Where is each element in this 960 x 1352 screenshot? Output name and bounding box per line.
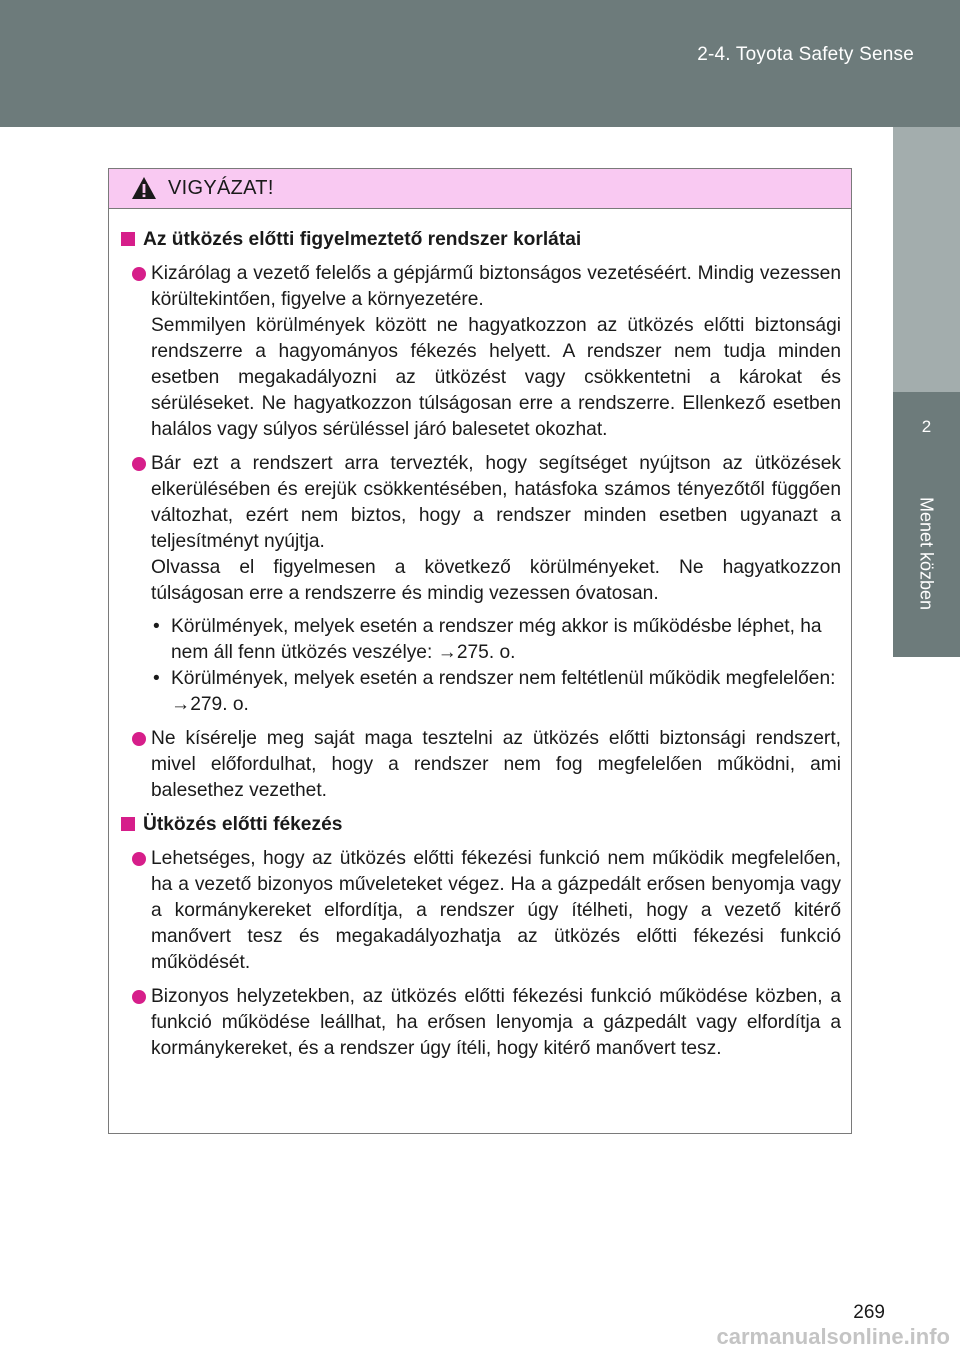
section-heading: Ütközés előtti fékezés bbox=[121, 812, 841, 838]
caution-title: VIGYÁZAT! bbox=[168, 177, 274, 199]
sub-list-item: • Körülmények, melyek esetén a rendszer nem feltétlenül működik megfelelően: →279. o. bbox=[153, 668, 836, 715]
paragraph: Olvassa el figyelmesen a következő körülményeket. Ne hagyatkozzon túlságosan erre a rendszerre és mindig vezessen óvatosan. bbox=[151, 557, 841, 604]
chapter-tab bbox=[893, 127, 960, 1352]
section-title: 2-4. Toyota Safety Sense bbox=[697, 44, 914, 65]
paragraph: Bár ezt a rendszert arra tervezték, hogy segítséget nyújtson az ütközések elkerülésében és erejük csökkentésében, hatásfoka számos tényezőtől függően változhat, ezért nem biztos, hogy a rendszer minden esetben ugyanazt a teljesítményt nyújtja. bbox=[151, 453, 841, 552]
page-number: 269 bbox=[853, 1302, 885, 1323]
bullet-marker: • bbox=[153, 668, 160, 689]
caution-header bbox=[109, 169, 851, 209]
chapter-tab-lower bbox=[893, 392, 960, 657]
watermark: carmanualsonline.info bbox=[716, 1324, 950, 1349]
chapter-label: Menet közben bbox=[916, 497, 937, 611]
paragraph: Kizárólag a vezető felelős a gépjármű biztonságos vezetéséért. Mindig vezessen körültekintően, figyelve a környezetére. bbox=[151, 263, 841, 310]
list-item bbox=[121, 451, 841, 718]
list-item bbox=[121, 726, 841, 804]
circle-bullet-icon bbox=[132, 990, 146, 1004]
circle-bullet-icon bbox=[132, 852, 146, 866]
paragraph: Bizonyos helyzetekben, az ütközés előtti fékezési funkció működése közben, a funkció működése leállhat, ha erősen lenyomja a gázpedált vagy elfordítja a kormánykereket, és a rendszer úgy ítéli, hogy kitérő manővert tesz. bbox=[151, 986, 841, 1059]
paragraph: Lehetséges, hogy az ütközés előtti fékezési funkció nem működik megfelelően, ha a vezető bizonyos műveleteket végez. Ha a gázpedált erősen benyomja vagy a kormánykereket elfordítja, a rendszer úgy ítélheti, hogy a vezető kitérő manővert tesz és megakadályozhatja az ütközés előtti fékezési funkció működését. bbox=[151, 848, 841, 973]
header-band bbox=[0, 0, 960, 127]
circle-bullet-icon bbox=[132, 267, 146, 281]
circle-bullet-icon bbox=[132, 732, 146, 746]
sub-list-item: • Körülmények, melyek esetén a rendszer még akkor is működésbe léphet, ha nem áll fenn ütközés veszélye: →275. o. bbox=[153, 616, 822, 663]
chapter-tab-upper bbox=[893, 127, 960, 392]
list-item bbox=[121, 846, 841, 976]
caution-content bbox=[121, 227, 841, 1070]
chapter-number: 2 bbox=[921, 417, 932, 436]
warning-triangle-icon bbox=[131, 176, 157, 200]
section-heading: Az ütközés előtti figyelmeztető rendszer korlátai bbox=[121, 227, 841, 253]
paragraph: Semmilyen körülmények között ne hagyatkozzon az ütközés előtti biztonsági rendszerre a hagyományos fékezés helyett. A rendszer nem tudja minden esetben megakadályozni az ütközést vagy csökkentetni a károkat és sérüléseket. Ne hagyatkozzon túlságosan erre a rendszerre. Ellenkező esetben halálos vagy súlyos sérüléssel járó balesetet okozhat. bbox=[151, 315, 841, 440]
bullet-marker: • bbox=[153, 616, 160, 637]
paragraph: Ne kísérelje meg saját maga tesztelni az ütközés előtti biztonsági rendszert, mivel előfordulhat, hogy a rendszer nem fog megfelelően működni, ami balesethez vezethet. bbox=[151, 728, 841, 801]
square-bullet-icon bbox=[121, 817, 135, 831]
caution-box bbox=[108, 168, 852, 1134]
sub-list bbox=[151, 614, 841, 718]
circle-bullet-icon bbox=[132, 457, 146, 471]
square-bullet-icon bbox=[121, 232, 135, 246]
list-item bbox=[121, 261, 841, 443]
list-item bbox=[121, 984, 841, 1062]
